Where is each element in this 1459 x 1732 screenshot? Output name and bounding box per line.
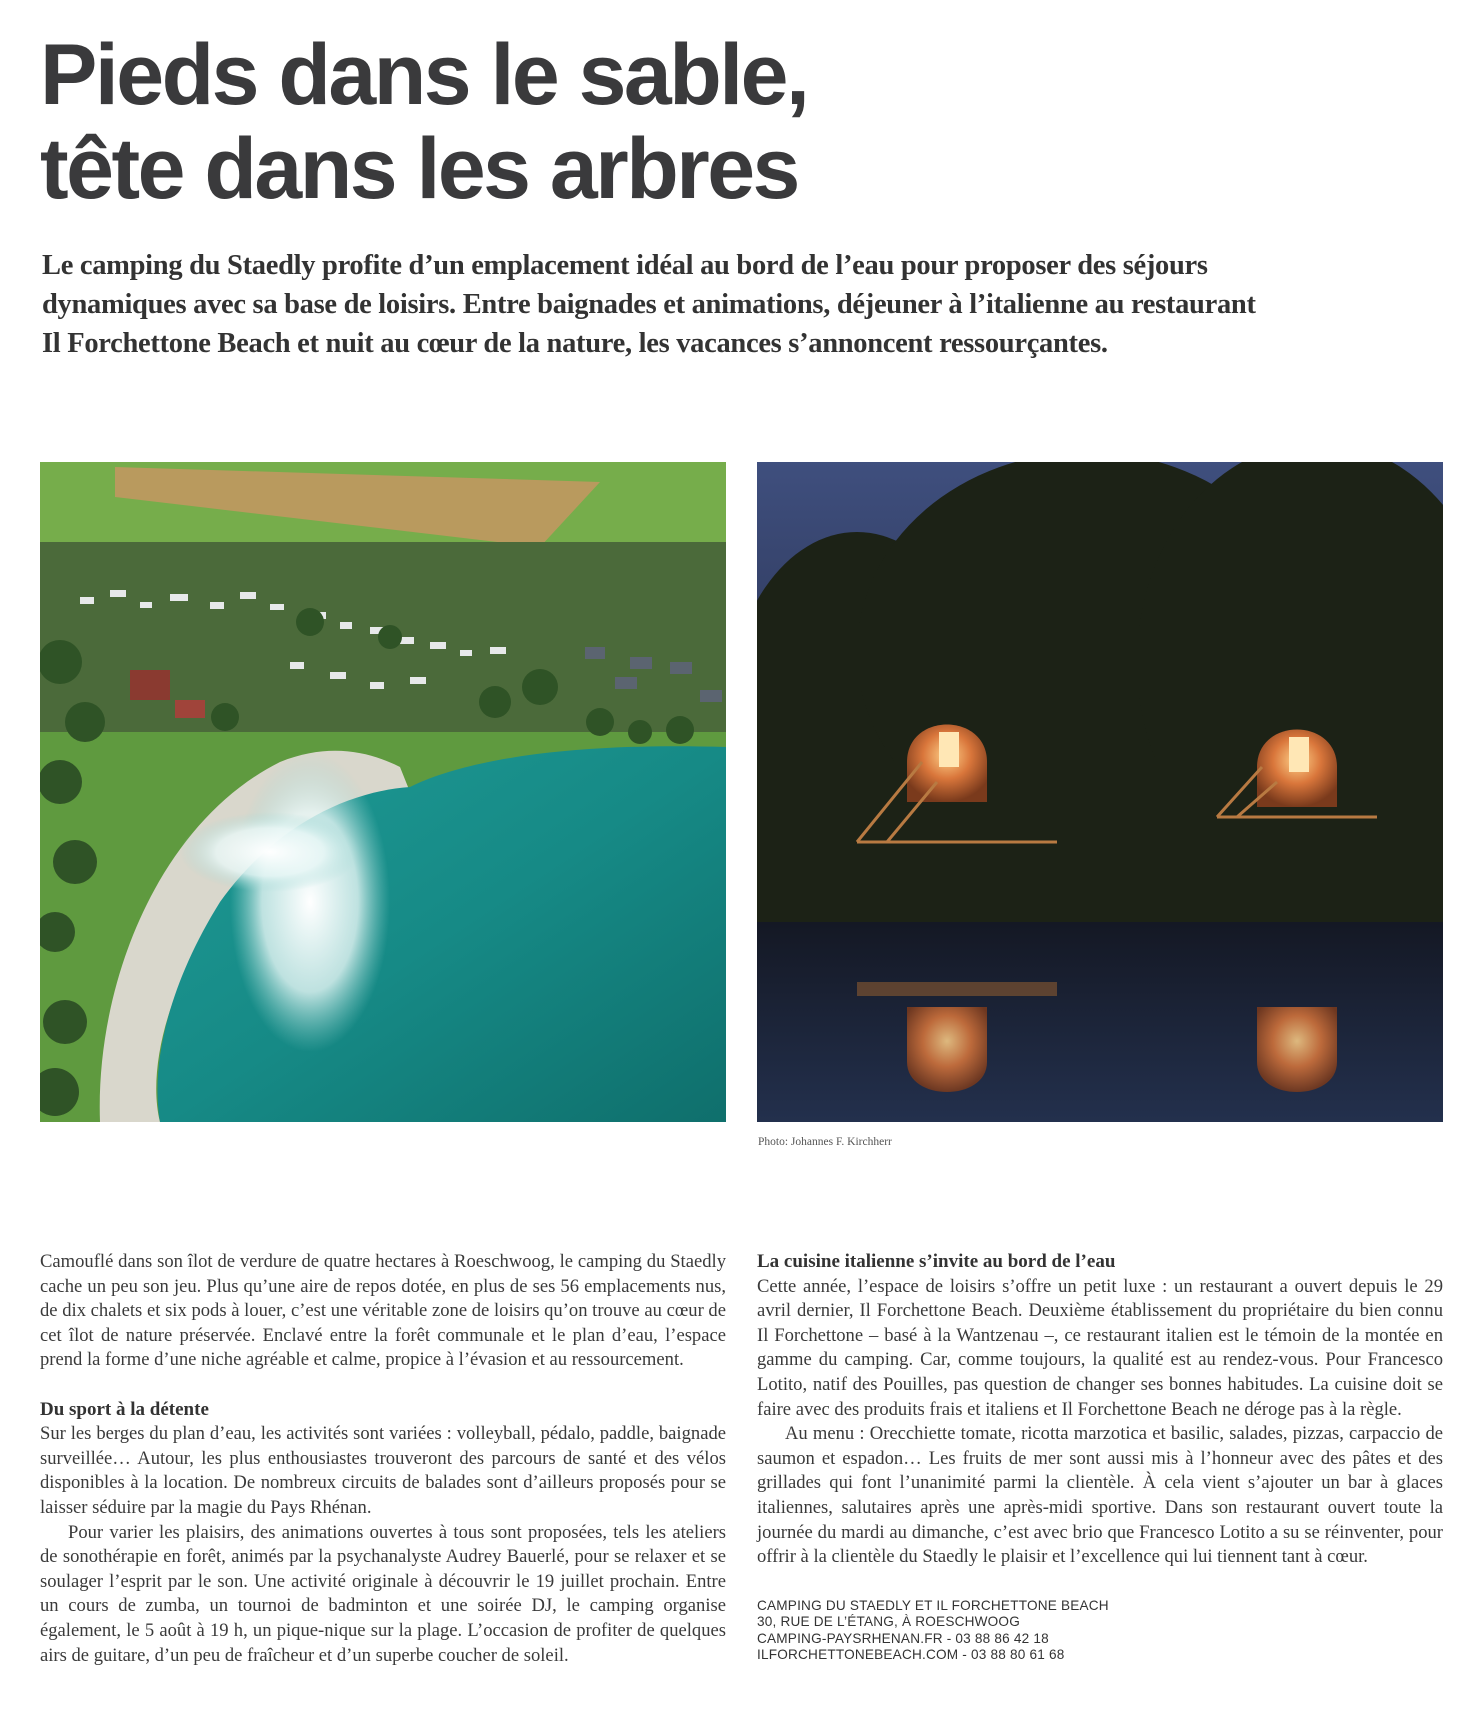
info-box: [757, 1598, 1443, 1664]
deck-reflection: [857, 982, 1057, 996]
pod-left-window: [939, 732, 959, 767]
section-heading-cuisine: La cuisine italienne s’invite au bord de l’eau: [757, 1251, 1116, 1272]
section-heading-sport: Du sport à la détente: [40, 1398, 209, 1420]
pod-right-window: [1289, 737, 1309, 772]
sun-glare-top: [180, 812, 360, 892]
main-building: [130, 670, 170, 700]
restaurant-building: [175, 700, 205, 718]
intro-paragraph: Camouflé dans son îlot de verdure de quatre hectares à Roeschwoog, le camping du Staedly cache un peu son jeu. Plus qu’une aire de repos dotée, en plus de ses 56 emplacements nus, de dix chalets et six pods à louer, c’est une véritable zone de loisirs qu’on trouve au cœur de cet îlot de nature préservée. Enclavé entre la forêt communale et le plan d’eau, l’espace prend la forme d’une niche agréable et calme, propice à l’évasion et au ressourcement.: [40, 1251, 726, 1371]
left-column: [40, 1250, 726, 1668]
night-pods-image: [757, 462, 1443, 1122]
pod-right-reflection: [1257, 1007, 1337, 1092]
sport-paragraph-1: Sur les berges du plan d’eau, les activités sont variées : volleyball, pédalo, paddle, baignade surveillée… Autour, les plus enthousiastes trouveront des parcours de santé et des vélos disponibles à la location. De nombreux circuits de balades sont d’ailleurs proposés pour se laisser séduire par la magie du Pays Rhénan.: [40, 1423, 726, 1518]
title-line-2: tête dans les arbres: [40, 121, 798, 217]
right-column: [757, 1250, 1443, 1663]
aerial-lake-photo: [40, 462, 726, 1122]
info-camping-contact: CAMPING-PAYSRHENAN.FR - 03 88 86 42 18: [757, 1630, 1049, 1646]
cuisine-paragraph-1: Cette année, l’espace de loisirs s’offre un petit luxe : un restaurant a ouvert depuis le 29 avril dernier, Il Forchettone Beach. Deuxième établissement du propriétaire du bien connu Il Forchettone – basé à la Wantzenau –, ce restaurant italien est le témoin de la montée en gamme du camping. Car, comme toujours, la qualité est au rendez-vous. Pour Francesco Lotito, natif des Pouilles, pas question de changer ses bonnes habitudes. La cuisine doit se faire avec des produits frais et italiens et Il Forchettone Beach ne déroge pas à la règle.: [757, 1275, 1443, 1420]
sport-paragraph-2: Pour varier les plaisirs, des animations ouvertes à tous sont proposées, tels les ateliers de sonothérapie en forêt, animés par la psychanalyste Audrey Bauerlé, pour se relaxer et se soulager l’esprit par le son. Une activité originale à découvrir le 19 juillet prochain. Entre un cours de zumba, un tournoi de badminton et une soirée DJ, le camping organise également, le 5 août à 19 h, un pique-nique sur la plage. L’occasion de profiter de quelques airs de guitare, d’un peu de fraîcheur et d’un superbe coucher de soleil.: [40, 1521, 726, 1666]
article-lead: Le camping du Staedly profite d’un emplacement idéal au bord de l’eau pour proposer des séjours dynamiques avec sa base de loisirs. Entre baignades et animations, déjeuner à l’italienne au restaurant Il Forchettone Beach et nuit au cœur de la nature, les vacances s’annoncent ressourçantes.: [42, 250, 1256, 359]
night-pods-photo: [757, 462, 1443, 1122]
photo-credit: Photo: Johannes F. Kirchherr: [758, 1136, 892, 1148]
aerial-lake-image: [40, 462, 726, 1122]
cuisine-paragraph-2: Au menu : Orecchiette tomate, ricotta marzotica et basilic, salades, pizzas, carpaccio de saumon et espadon… Les fruits de mer sont aussi mis à l’honneur avec des pâtes et des grillades qui font l’unanimité parmi la clientèle. À cela vient s’ajouter un bar à glaces italiennes, salutaires après une après-midi sportive. Dans son restaurant ouvert toute la journée du mardi au dimanche, c’est avec brio que Francesco Lotito a su se réinventer, pour offrir à la clientèle du Staedly le plaisir et l’excellence qui lui tiennent tant à cœur.: [757, 1423, 1443, 1568]
info-address: 30, RUE DE L’ÉTANG, À ROESCHWOOG: [757, 1614, 1020, 1630]
pod-left-reflection: [907, 1007, 987, 1092]
night-water: [757, 922, 1443, 1122]
article-title: [40, 28, 1140, 216]
info-restaurant-contact: ILFORCHETTONEBEACH.COM - 03 88 80 61 68: [757, 1646, 1065, 1662]
title-line-1: Pieds dans le sable,: [40, 27, 808, 123]
sun-glare: [230, 752, 390, 1052]
info-name: CAMPING DU STAEDLY ET IL FORCHETTONE BEACH: [757, 1597, 1109, 1613]
